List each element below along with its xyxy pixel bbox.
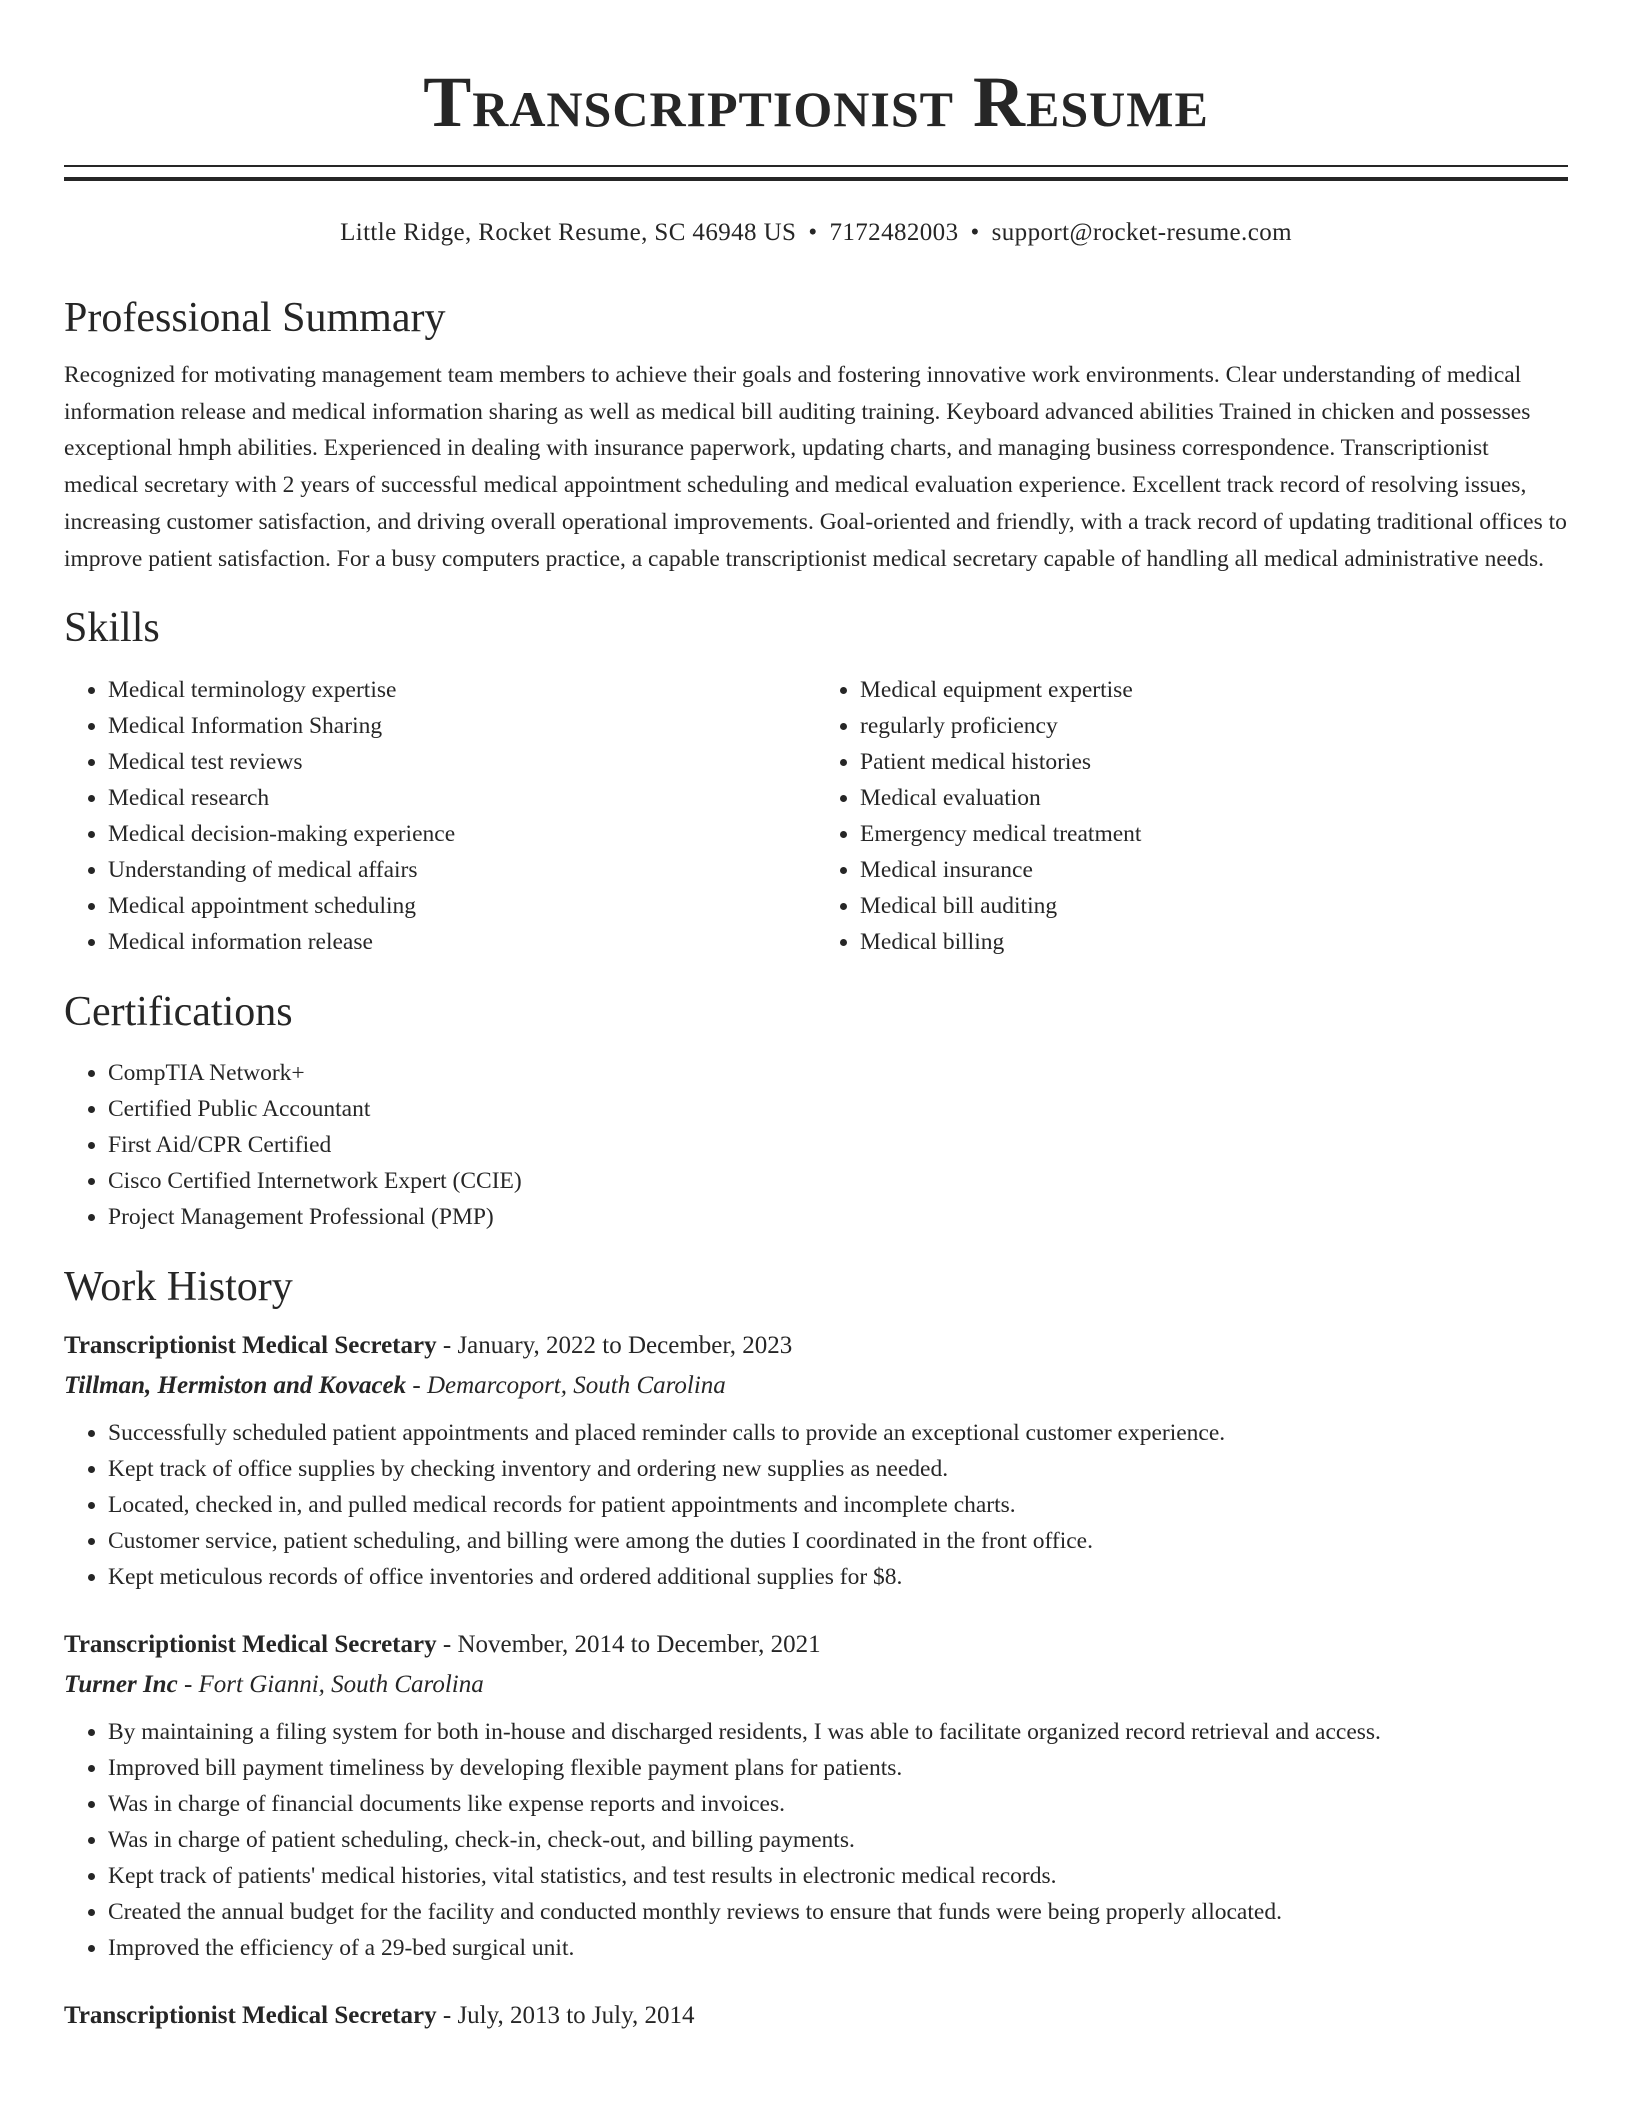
summary-text: Recognized for motivating management team members to achieve their goals and fostering innovative work environments. Clear understanding of medical information release and medical information sharing as well as medical bill auditing training. Keyboard advanced abilities Trained in chicken and possesses exceptional hmph abilities. Experienced in dealing with insurance paperwork, updating charts, and managing business correspondence. Transcriptionist medical secretary with 2 years of successful medical appointment scheduling and medical evaluation experience. Excellent track record of resolving issues, increasing customer satisfaction, and driving overall operational improvements. Goal-oriented and friendly, with a track record of updating traditional offices to improve patient satisfaction. For a busy computers practice, a capable transcriptionist medical secretary capable of handling all medical administrative needs. <box>64 362 1567 572</box>
certification-item: • Cisco Certified Internetwork Expert (CCIE) <box>108 1163 1568 1199</box>
skill-item: • Medical research <box>108 780 816 816</box>
skill-item: • Medical decision-making experience <box>108 816 816 852</box>
skills-heading: Skills <box>64 605 160 652</box>
job-dates: January, 2022 to December, 2023 <box>457 1332 793 1360</box>
job-dash: - <box>436 1631 458 1659</box>
summary-heading: Professional Summary <box>64 295 446 341</box>
skill-item: • Medical terminology expertise <box>108 672 816 708</box>
skill-item: • Medical information release <box>108 924 816 960</box>
skill-item: • Medical evaluation <box>860 780 1568 816</box>
certification-item: • CompTIA Network+ <box>108 1055 1568 1091</box>
job-dash: - <box>177 1671 199 1699</box>
job-company: Tillman, Hermiston and Kovacek <box>64 1372 407 1400</box>
contact-separator: • <box>808 219 818 246</box>
job-title: Transcriptionist Medical Secretary <box>64 1332 437 1360</box>
job-title-line <box>64 1625 1568 1665</box>
job-company: Turner Inc <box>64 1671 178 1699</box>
skill-item: • Medical test reviews <box>108 744 816 780</box>
contact-line <box>64 217 1568 249</box>
skill-item: • Medical insurance <box>860 852 1568 888</box>
skill-item: • Medical appointment scheduling <box>108 888 816 924</box>
job-bullet: • Improved the efficiency of a 29-bed surgical unit. <box>108 1930 1568 1966</box>
job-company-line <box>64 1366 1568 1406</box>
skills-columns <box>64 672 1568 960</box>
contact-address: Little Ridge, Rocket Resume, SC 46948 US <box>340 219 797 246</box>
job-bullets <box>64 1415 1568 1595</box>
job-company-line <box>64 1665 1568 1705</box>
page-title: Transcriptionist Resume <box>423 62 1209 142</box>
contact-email[interactable]: support@rocket-resume.com <box>991 219 1292 246</box>
job-bullet: • Was in charge of financial documents like expense reports and invoices. <box>108 1786 1568 1822</box>
job-title: Transcriptionist Medical Secretary <box>64 1631 437 1659</box>
certification-item: • First Aid/CPR Certified <box>108 1127 1568 1163</box>
certifications-heading: Certifications <box>64 989 293 1036</box>
skill-item: • Medical equipment expertise <box>860 672 1568 708</box>
contact-separator: • <box>970 219 980 246</box>
skill-item: • Understanding of medical affairs <box>108 852 816 888</box>
certification-item: • Project Management Professional (PMP) <box>108 1199 1568 1235</box>
job-dates: July, 2013 to July, 2014 <box>457 2002 695 2030</box>
job-bullet: • Kept track of office supplies by checking inventory and ordering new supplies as needed. <box>108 1451 1568 1487</box>
job-bullet: • Improved bill payment timeliness by developing flexible payment plans for patients. <box>108 1750 1568 1786</box>
job-location: Demarcoport, South Carolina <box>426 1372 726 1400</box>
skills-list-right <box>816 672 1568 960</box>
skill-item: • regularly proficiency <box>860 708 1568 744</box>
job-dates: November, 2014 to December, 2021 <box>457 1631 821 1659</box>
skill-item: • Emergency medical treatment <box>860 816 1568 852</box>
job-location: Fort Gianni, South Carolina <box>198 1671 484 1699</box>
job-bullet: • Created the annual budget for the facility and conducted monthly reviews to ensure that funds were being properly allocated. <box>108 1894 1568 1930</box>
job-bullet: • Successfully scheduled patient appointments and placed reminder calls to provide an exceptional customer experience. <box>108 1415 1568 1451</box>
job-bullet: • Kept meticulous records of office inventories and ordered additional supplies for $8. <box>108 1559 1568 1595</box>
certifications-list <box>64 1055 1568 1235</box>
job-dash: - <box>406 1372 427 1400</box>
skill-item: • Medical Information Sharing <box>108 708 816 744</box>
job-title-line <box>64 1996 1568 2036</box>
contact-phone: 7172482003 <box>829 219 959 246</box>
skill-item: • Medical billing <box>860 924 1568 960</box>
job-dash: - <box>436 2002 458 2030</box>
job-bullet: • Located, checked in, and pulled medical records for patient appointments and incomplete charts. <box>108 1487 1568 1523</box>
skills-list-left <box>64 672 816 960</box>
job-title-line <box>64 1326 1568 1366</box>
skill-item: • Medical bill auditing <box>860 888 1568 924</box>
skill-item: • Patient medical histories <box>860 744 1568 780</box>
job-bullets <box>64 1714 1568 1966</box>
job-title: Transcriptionist Medical Secretary <box>64 2002 437 2030</box>
job-bullet: • By maintaining a filing system for both in-house and discharged residents, I was able to facilitate organized record retrieval and access. <box>108 1714 1568 1750</box>
work-history-heading: Work History <box>64 1264 293 1311</box>
title-divider <box>64 165 1568 181</box>
job-dash: - <box>436 1332 458 1360</box>
job-bullet: • Was in charge of patient scheduling, check-in, check-out, and billing payments. <box>108 1822 1568 1858</box>
job-bullet: • Kept track of patients' medical histories, vital statistics, and test results in electronic medical records. <box>108 1858 1568 1894</box>
certification-item: • Certified Public Accountant <box>108 1091 1568 1127</box>
job-bullet: • Customer service, patient scheduling, and billing were among the duties I coordinated in the front office. <box>108 1523 1568 1559</box>
